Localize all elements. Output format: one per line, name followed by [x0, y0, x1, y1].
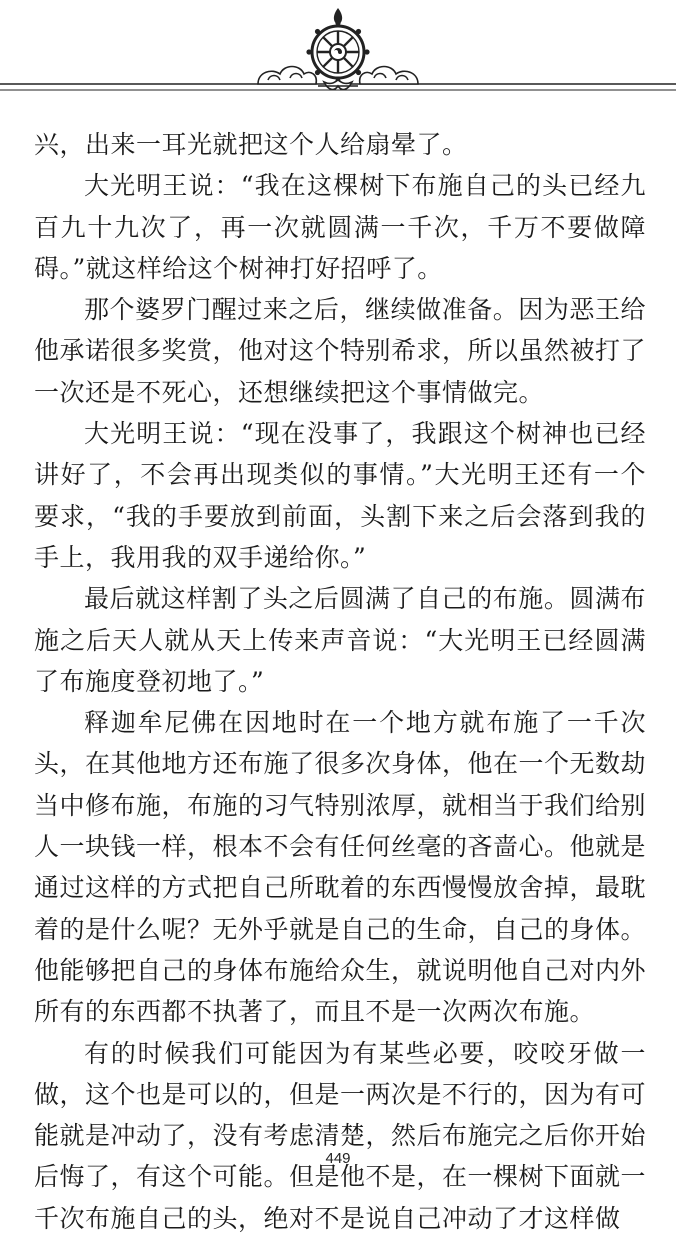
- paragraph: 兴，出来一耳光就把这个人给扇晕了。: [34, 130, 468, 159]
- cloud-ornament-left-icon: [258, 67, 316, 85]
- page-number: 449: [325, 1150, 351, 1167]
- page-header-ornament: [0, 0, 676, 110]
- paragraph: 最后就这样割了头之后圆满了自己的布施。圆满布施之后天人就从天上传来声音说：“大光明王已经圆满了布施度登初地了。”: [34, 584, 646, 696]
- paragraph: 释迦牟尼佛在因地时在一个地方就布施了一千次头，在其他地方还布施了很多次身体，他在一个无数劫当中修布施，布施的习气特别浓厚，就相当于我们给别人一块钱一样，根本不会有任何丝毫的吝啬心。他就是通过这样的方式把自己所耽着的东西慢慢放舍掉，最耽着的是什么呢？无外乎就是自己的生命，自己的身体。他能够把自己的身体布施给众生，就说明他自己对内外所有的东西都不执著了，而且不是一次两次布施。: [34, 708, 647, 1027]
- header-ornament-svg: [0, 0, 676, 110]
- paragraph: 那个婆罗门醒过来之后，继续做准备。因为恶王给他承诺很多奖赏，他对这个特别希求，所以虽然被打了一次还是不死心，还想继续把这个事情做完。: [34, 295, 647, 407]
- paragraph: 大光明王说：“我在这棵树下布施自己的头已经九百九十九次了，再一次就圆满一千次，千万不要做障碍。”就这样给这个树神打好招呼了。: [34, 171, 646, 283]
- body-text: [34, 124, 646, 1239]
- cloud-ornament-right-icon: [360, 67, 418, 85]
- paragraph: 有的时候我们可能因为有某些必要，咬咬牙做一做，这个也是可以的，但是一两次是不行的，因为有可能就是冲动了，没有考虑清楚，然后布施完之后你开始后悔了，有这个可能。但是他不是，在一棵树下面就一千次布施自己的头，绝对不是说自己冲动了才这样做: [34, 1038, 647, 1233]
- paragraph: 大光明王说：“现在没事了，我跟这个树神也已经讲好了，不会再出现类似的事情。”大光明王还有一个要求，“我的手要放到前面，头割下来之后会落到我的手上，我用我的双手递给你。”: [34, 419, 646, 572]
